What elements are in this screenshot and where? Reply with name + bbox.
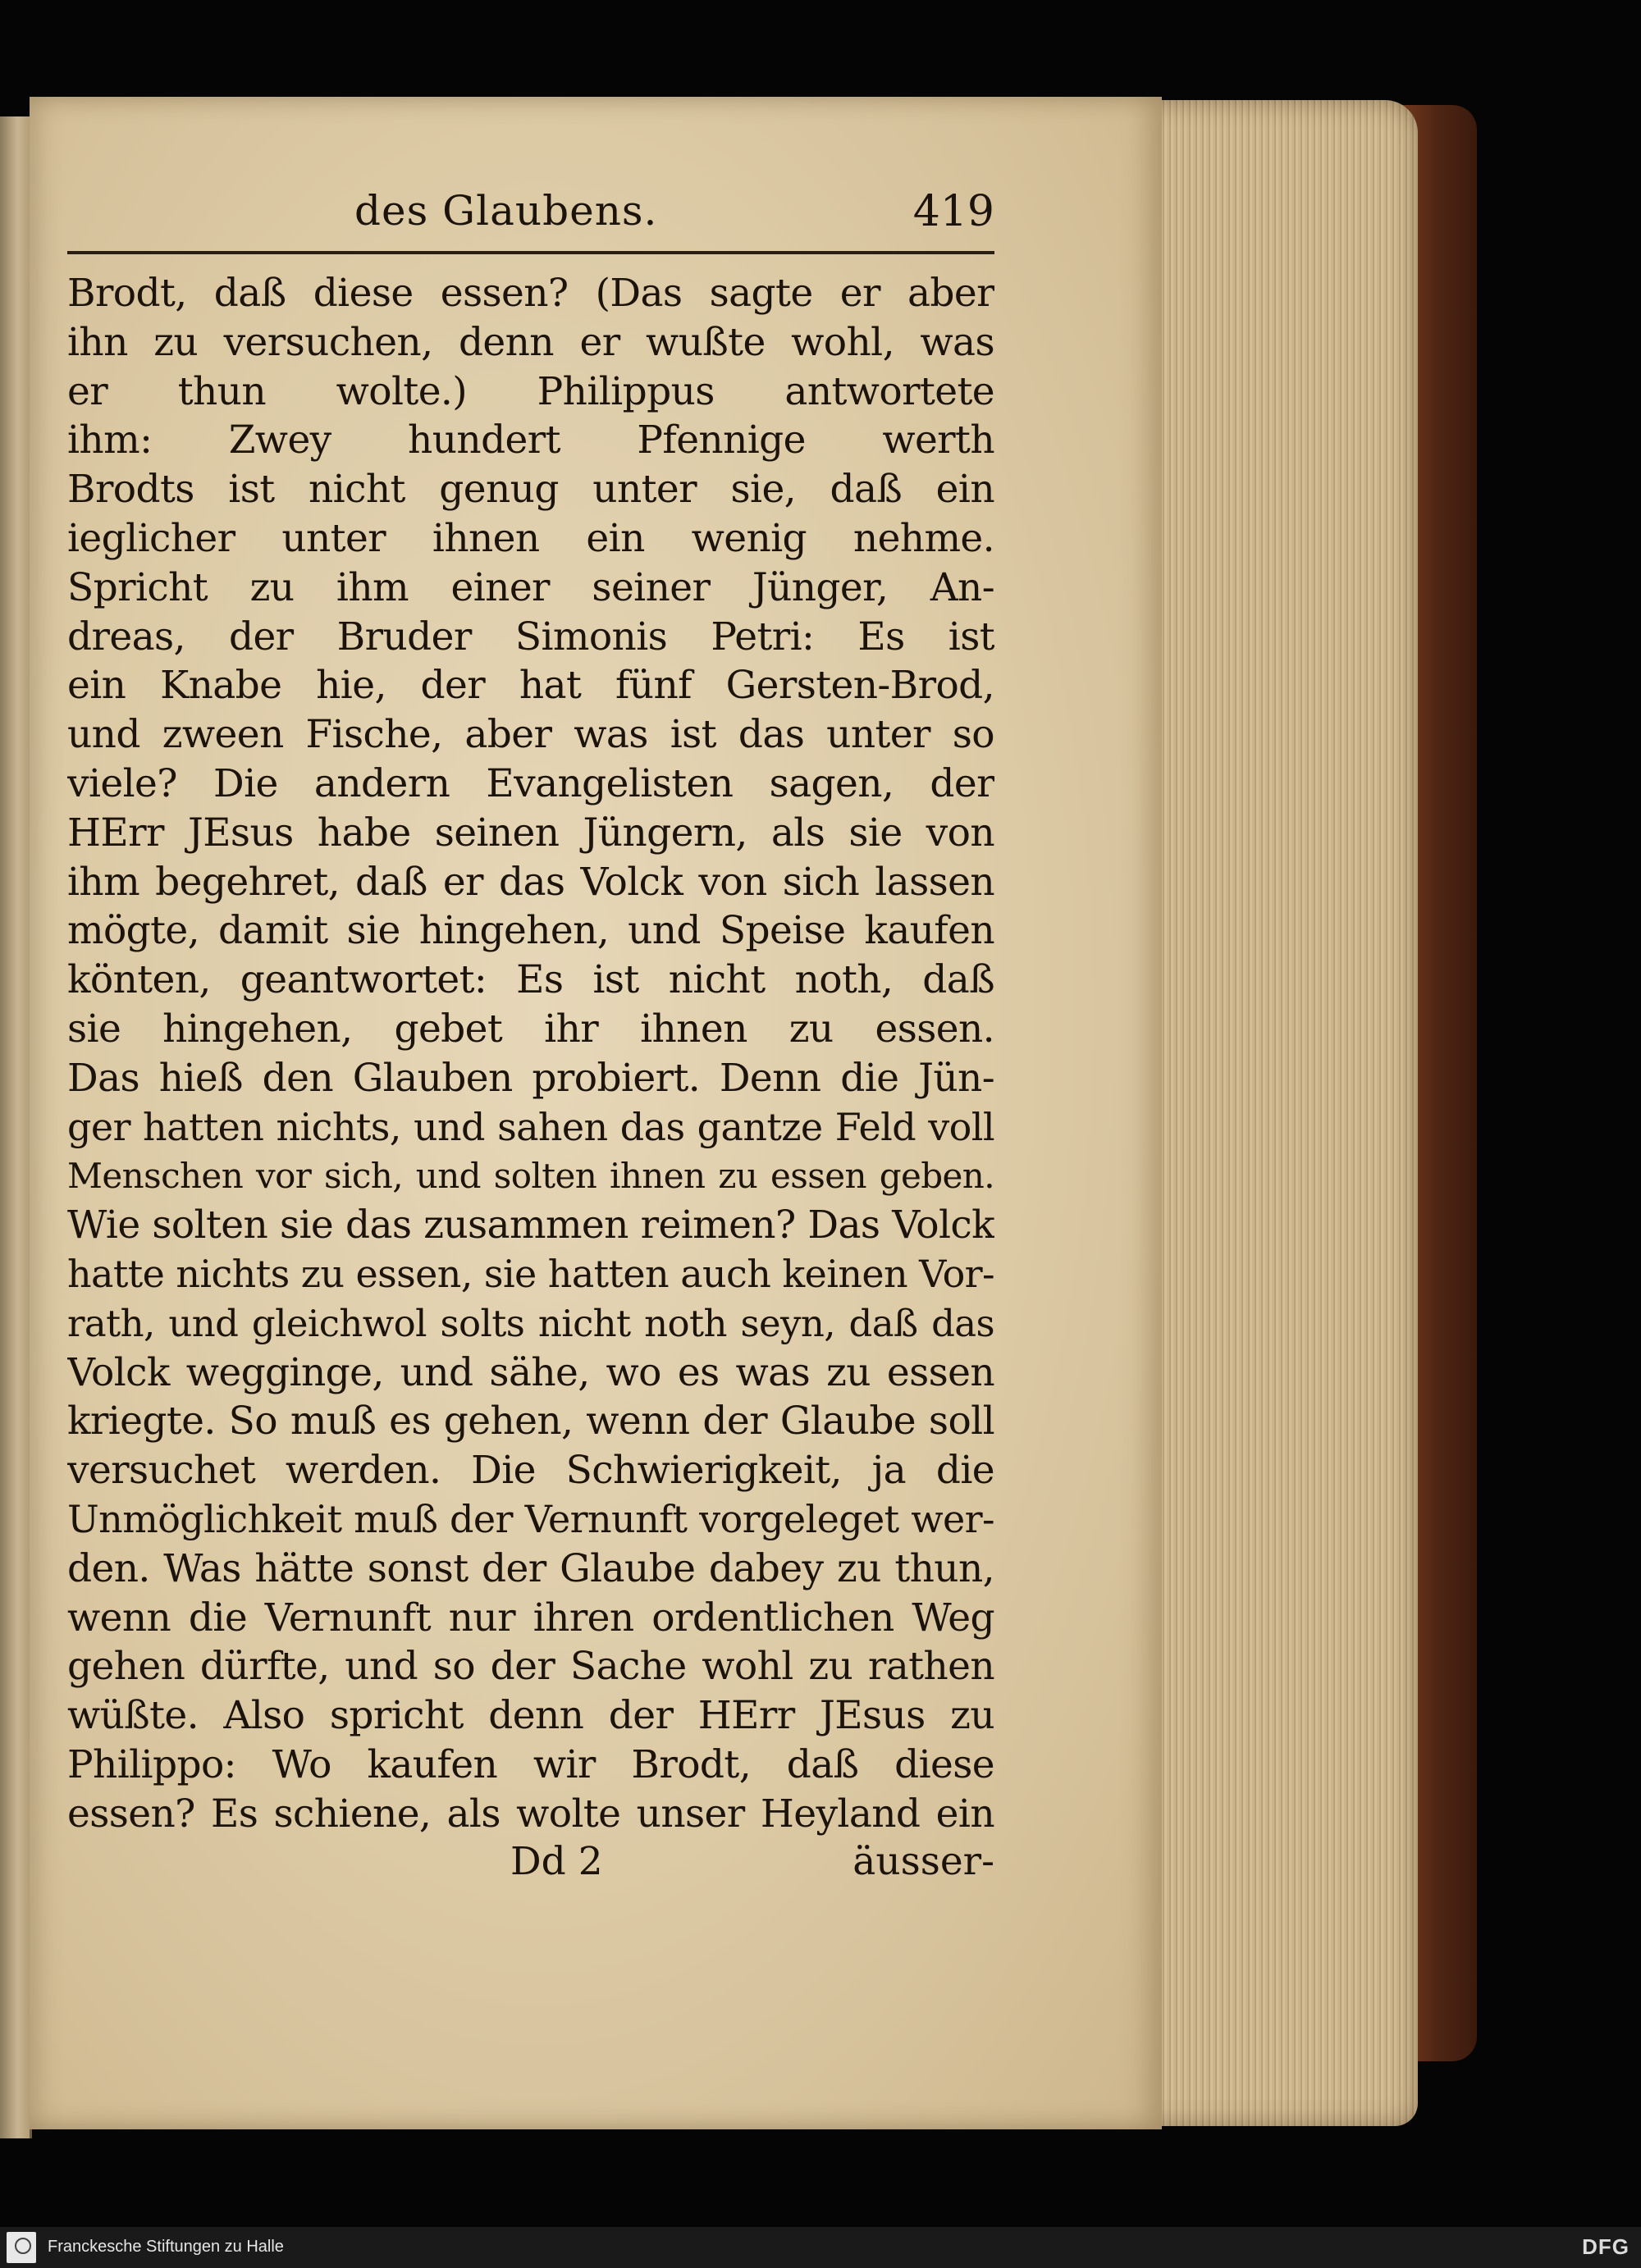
text-line: sie hingehen, gebet ihr ihnen zu essen.: [67, 1006, 994, 1052]
viewer-footer-bar: [0, 2227, 1641, 2268]
text-line: ieglicher unter ihnen ein wenig nehme.: [67, 515, 994, 561]
text-line: den. Was hätte sonst der Glaube dabey zu thun,: [67, 1545, 994, 1591]
text-line: HErr JEsus habe seinen Jüngern, als sie von: [67, 810, 994, 856]
text-line: versuchet werden. Die Schwierigkeit, ja die: [67, 1448, 994, 1494]
text-line: essen? Es schiene, als wolte unser Heyland ein: [67, 1791, 994, 1837]
text-line: Unmöglichkeit muß der Vernunft vorgeleget wer-: [67, 1496, 994, 1541]
text-line: Menschen vor sich, und solten ihnen zu essen geben.: [67, 1156, 994, 1197]
text-line: wüßte. Also spricht denn der HErr JEsus zu: [67, 1693, 994, 1739]
signature-mark: Dd 2: [510, 1838, 603, 1884]
text-line: hatte nichts zu essen, sie hatten auch keinen Vor-: [67, 1251, 994, 1296]
institution-logo-icon: [7, 2232, 36, 2263]
text-line: Spricht zu ihm einer seiner Jünger, An-: [67, 564, 994, 610]
text-line: Wie solten sie das zusammen reimen? Das Volck: [67, 1202, 994, 1248]
institution-credit: Franckesche Stiftungen zu Halle: [48, 2238, 284, 2256]
text-line: Brodts ist nicht genug unter sie, daß ein: [67, 467, 994, 513]
text-line: und zween Fische, aber was ist das unter so: [67, 712, 994, 758]
header-rule: [67, 251, 994, 254]
text-line: kriegte. So muß es gehen, wenn der Glaube soll: [67, 1399, 994, 1444]
text-line: rath, und gleichwol solts nicht noth seyn, daß das: [67, 1301, 994, 1345]
page-number: 419: [912, 187, 994, 236]
text-line: Volck wegginge, und sähe, wo es was zu essen: [67, 1349, 994, 1395]
page-footer: [67, 1839, 994, 1892]
text-line: er thun wolte.) Philippus antwortete: [67, 368, 994, 414]
text-line: Das hieß den Glauben probiert. Denn die Jün-: [67, 1055, 994, 1101]
body-text: [67, 269, 994, 1839]
text-line: mögte, damit sie hingehen, und Speise kaufen: [67, 908, 994, 954]
text-line: gehen dürfte, und so der Sache wohl zu rathen: [67, 1644, 994, 1690]
facing-page-edge: [0, 116, 32, 2138]
catchword: äusser-: [852, 1838, 994, 1884]
page-text-block: [67, 172, 994, 1892]
text-line: dreas, der Bruder Simonis Petri: Es ist: [67, 614, 994, 659]
text-line: ein Knabe hie, der hat fünf Gersten-Brod,: [67, 663, 994, 709]
text-line: viele? Die andern Evangelisten sagen, der: [67, 760, 994, 806]
text-line: ger hatten nichts, und sahen das gantze Feld voll: [67, 1104, 994, 1149]
running-title: des Glaubens.: [354, 187, 658, 235]
dfg-logo: DFG: [1582, 2234, 1630, 2259]
text-line: könten, geantwortet: Es ist nicht noth, daß: [67, 957, 994, 1003]
running-head: [67, 172, 994, 246]
text-line: Brodt, daß diese essen? (Das sagte er aber: [67, 271, 994, 316]
text-line: ihm: Zwey hundert Pfennige werth: [67, 418, 994, 463]
text-line: wenn die Vernunft nur ihren ordentlichen Weg: [67, 1595, 994, 1641]
text-line: ihn zu versuchen, denn er wußte wohl, was: [67, 319, 994, 365]
text-line: ihm begehret, daß er das Volck von sich lassen: [67, 859, 994, 905]
text-line: Philippo: Wo kaufen wir Brodt, daß diese: [67, 1741, 994, 1787]
